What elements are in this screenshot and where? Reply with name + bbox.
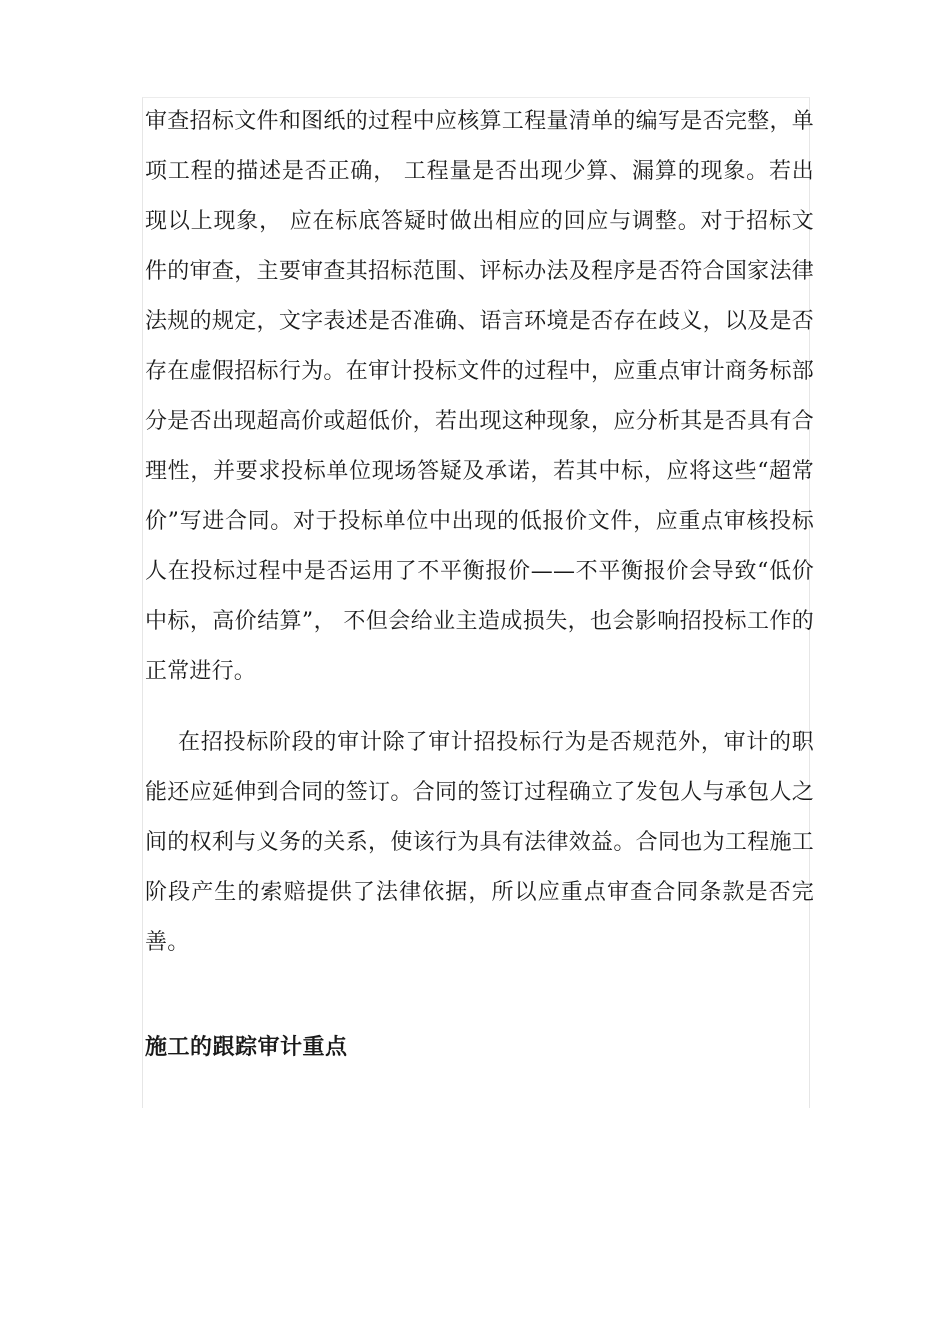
paragraph-bid-document-review: 审查招标文件和图纸的过程中应核算工程量清单的编写是否完整，单项工程的描述是否正确， 工程量是否出现少算、漏算的现象。若出现以上现象， 应在标底答疑时做出相应的回应与调整。对于招标文件的审查，主要审查其招标范围、评标办法及程序是否符合国家法律法规的规定，文字表述是否准确、语言环境是否存在歧义，以及是否存在虚假招标行为。在审计投标文件的过程中，应重点审计商务标部分是否出现超高价或超低价，若出现这种现象，应分析其是否具有合理性，并要求投标单位现场答疑及承诺，若其中标，应将这些“超常价”写进合同。对于投标单位中出现的低报价文件，应重点审核投标人在投标过程中是否运用了不平衡报价——不平衡报价会导致“低价中标，高价结算”， 不但会给业主造成损失，也会影响招投标工作的正常进行。	[145, 109, 814, 684]
paragraph-contract-signing-audit: 在招投标阶段的审计除了审计招投标行为是否规范外，审计的职能还应延伸到合同的签订。合同的签订过程确立了发包人与承包人之间的权利与义务的关系，使该行为具有法律效益。合同也为工程施工阶段产生的索赔提供了法律依据，所以应重点审查合同条款是否完善。	[145, 730, 814, 955]
document-body	[145, 97, 814, 1073]
section-heading: 施工的跟踪审计重点	[145, 1035, 348, 1060]
